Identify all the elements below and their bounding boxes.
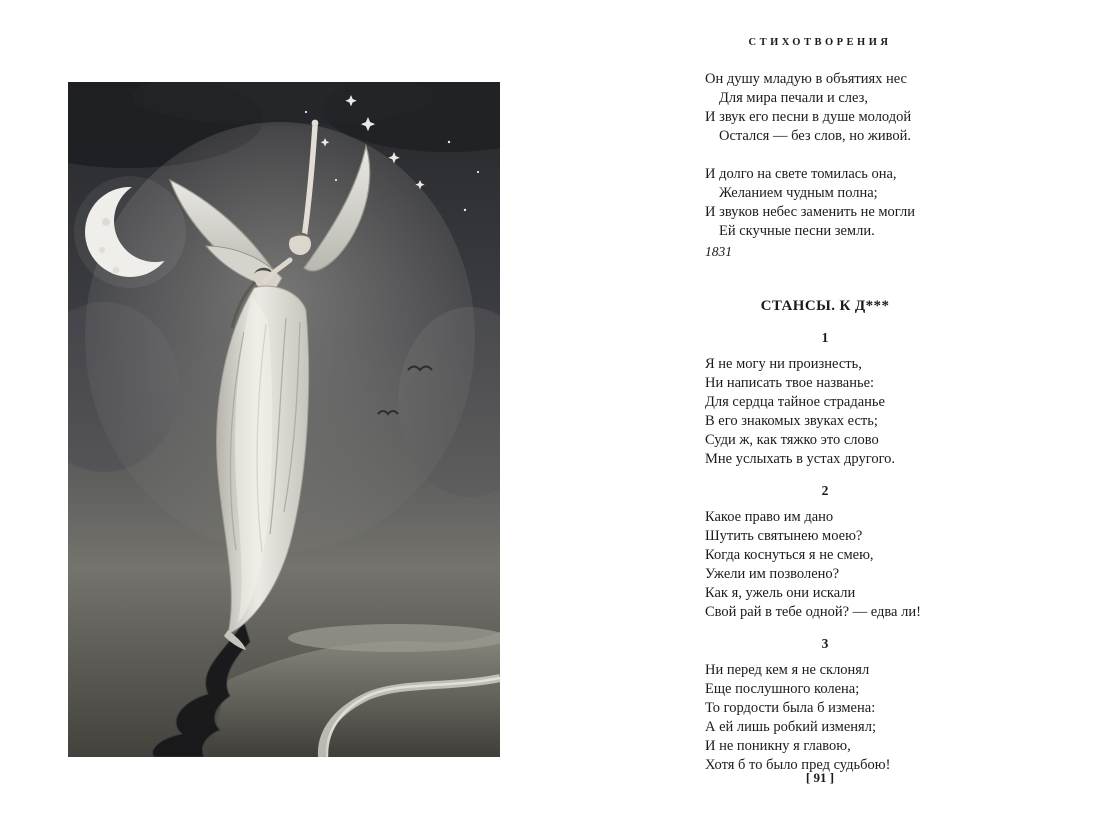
poem-line: Хотя б то было пред судьбою! [705, 757, 891, 773]
poem-line: Я не могу ни произнесть, [705, 356, 862, 372]
poem-line: Свой рай в тебе одной? — едва ли! [705, 604, 921, 620]
poem-line: Ужели им позволено? [705, 566, 840, 582]
poem-year: 1831 [705, 244, 732, 259]
poem-line: И звуков небес заменить не могли [705, 204, 916, 220]
stanza-number: 3 [821, 636, 829, 651]
angel-illustration-image [68, 82, 500, 757]
poem-line: Ни написать твое названье: [705, 375, 875, 391]
poem-line: Когда коснуться я не смею, [705, 547, 874, 563]
running-head: СТИХОТВОРЕНИЯ [748, 37, 892, 48]
poem-line: Ни перед кем я не склонял [705, 662, 870, 678]
poem-line: Желанием чудным полна; [719, 185, 878, 201]
page-number: [ 91 ] [805, 770, 835, 785]
stanza-number: 2 [821, 483, 829, 498]
poem-line: Еще послушного колена; [705, 681, 860, 697]
book-illustration [68, 82, 500, 757]
stanza [705, 165, 945, 241]
poem-line: Какое право им дано [705, 509, 834, 525]
crescent-moon-icon [74, 176, 186, 288]
stanza [705, 661, 945, 775]
stanza-number: 1 [821, 330, 829, 345]
poem-line: Для мира печали и слез, [719, 90, 869, 106]
poem-line: Для сердца тайное страданье [705, 394, 885, 410]
poem-line: И долго на свете томилась она, [705, 166, 897, 182]
poem-line: Он душу младую в объятиях нес [705, 71, 907, 87]
poem-line: В его знакомых звуках есть; [705, 413, 878, 429]
poem-line: А ей лишь робкий изменял; [705, 719, 876, 735]
poem-line: Ей скучные песни земли. [719, 223, 875, 239]
poem-line: Суди ж, как тяжко это слово [705, 432, 879, 448]
angel-poem-end [705, 70, 945, 241]
stansy-stanzas [705, 328, 945, 775]
poem-line: Мне услыхать в устах другого. [705, 451, 896, 467]
poem-line: Как я, ужель они искали [705, 585, 856, 601]
stanza [705, 355, 945, 469]
poem-line: Шутить святынею моею? [705, 528, 863, 544]
poem-line: Остался — без слов, но живой. [719, 128, 912, 144]
stanza [705, 508, 945, 622]
poem-line: То гордости была б измена: [705, 700, 876, 716]
right-page-text [705, 70, 945, 775]
stanza [705, 70, 945, 146]
poem-line: И звук его песни в душе молодой [705, 109, 912, 125]
stansy-title: СТАНСЫ. К Д*** [760, 298, 890, 314]
poem-line: И не поникну я главою, [705, 738, 851, 754]
